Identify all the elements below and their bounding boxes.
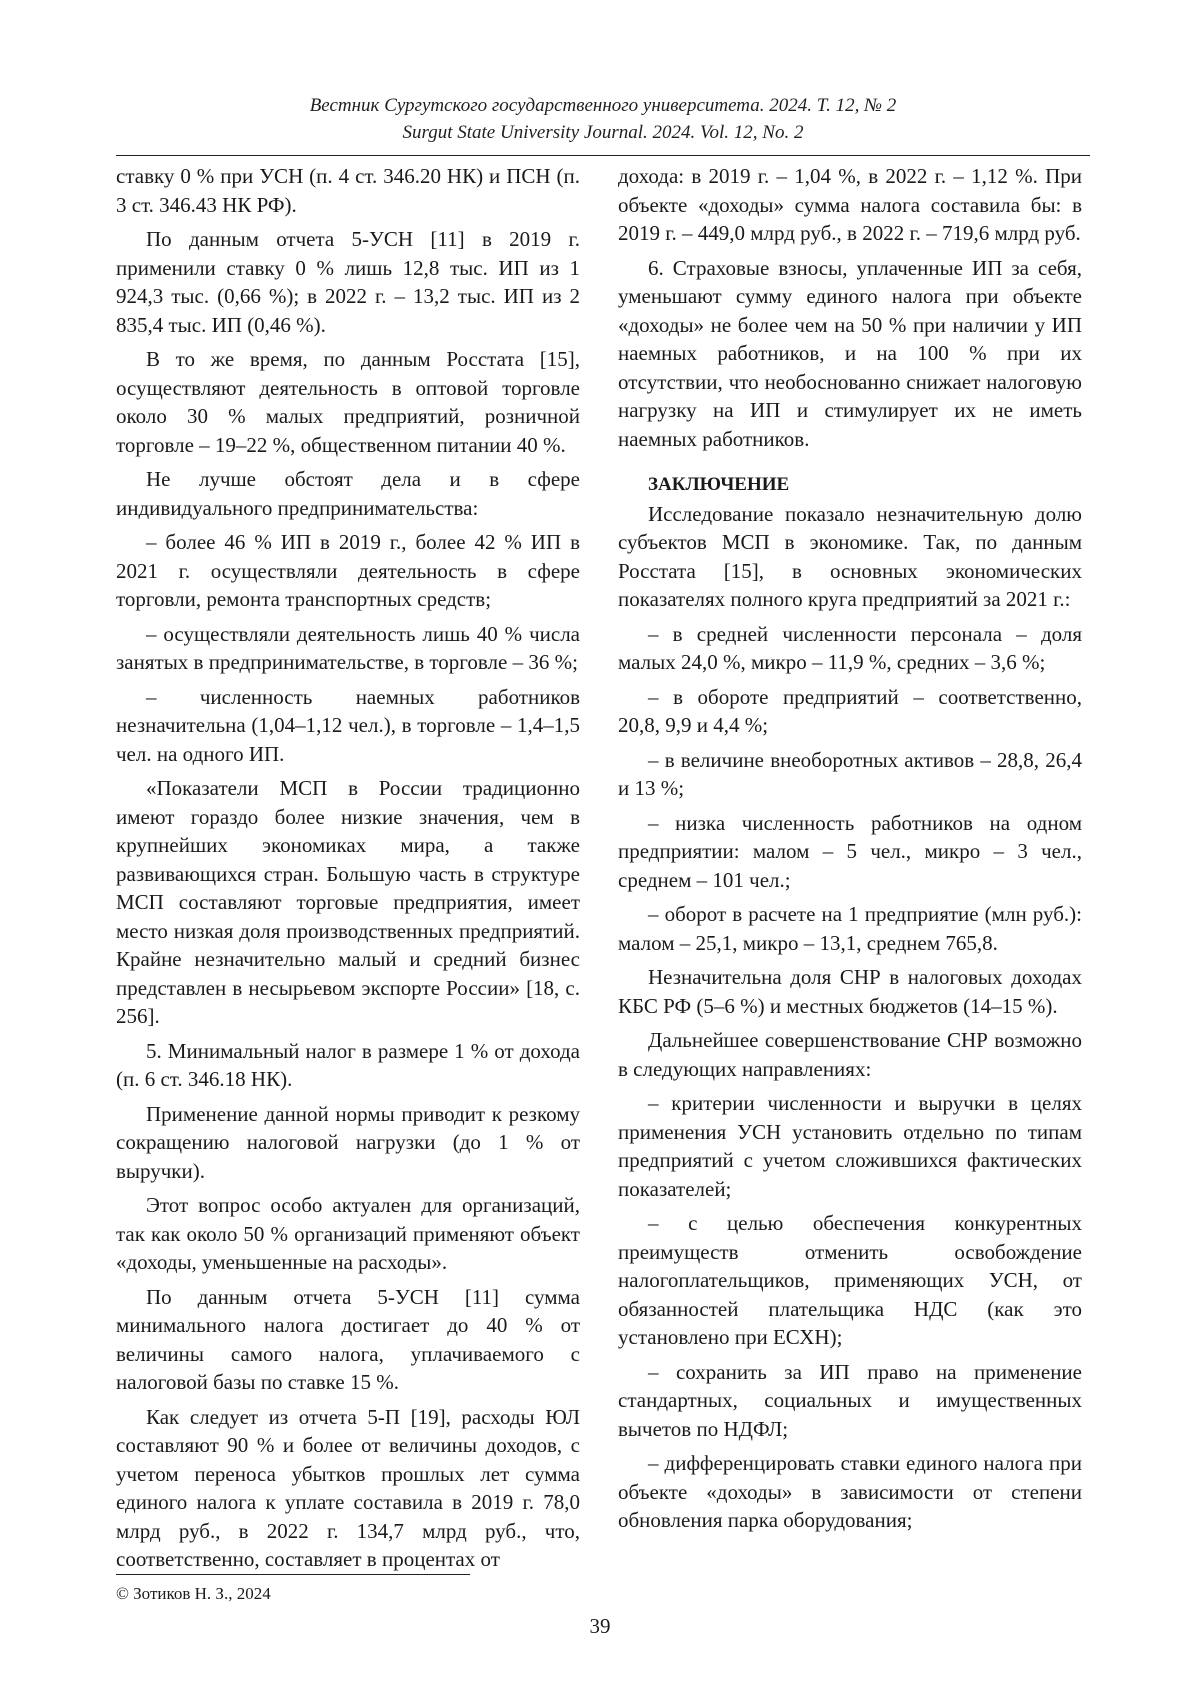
list-item: – в величине внеоборотных активов – 28,8, 26,4 и 13 %; xyxy=(618,746,1082,803)
list-item: – осуществляли деятельность лишь 40 % числа занятых в предпринимательстве, в торговле – 36 %; xyxy=(116,620,580,677)
left-column xyxy=(116,162,580,1580)
section-heading: ЗАКЛЮЧЕНИЕ xyxy=(618,471,1082,500)
header-divider xyxy=(116,155,1090,156)
list-item: – в обороте предприятий – соответственно, 20,8, 9,9 и 4,4 %; xyxy=(618,683,1082,740)
page-number: 39 xyxy=(0,1612,1200,1640)
list-item: – оборот в расчете на 1 предприятие (млн руб.): малом – 25,1, микро – 13,1, среднем 765,8. xyxy=(618,900,1082,957)
paragraph: Как следует из отчета 5-П [19], расходы ЮЛ составляют 90 % и более от величины доходов, с учетом переноса убытков прошлых лет сумма единого налога к уплате составила в 2019 г. 78,0 млрд руб., в 2022 г. 134,7 млрд руб., что, соответственно, составляет в процентах от xyxy=(116,1403,580,1574)
paragraph: 5. Минимальный налог в размере 1 % от дохода (п. 6 ст. 346.18 НК). xyxy=(116,1037,580,1094)
paragraph: Незначительна доля СНР в налоговых доходах КБС РФ (5–6 %) и местных бюджетов (14–15 %). xyxy=(618,963,1082,1020)
paragraph: 6. Страховые взносы, уплаченные ИП за себя, уменьшают сумму единого налога при объекте «доходы» не более чем на 50 % при наличии у ИП наемных работников, и на 100 % при их отсутствии, что необоснованно снижает налоговую нагрузку на ИП и стимулирует их не иметь наемных работников. xyxy=(618,254,1082,454)
journal-header-english: Surgut State University Journal. 2024. Vol. 12, No. 2 xyxy=(116,119,1090,146)
list-item: – сохранить за ИП право на применение стандартных, социальных и имущественных вычетов по НДФЛ; xyxy=(618,1358,1082,1444)
list-item: – критерии численности и выручки в целях применения УСН установить отдельно по типам предприятий с учетом сложившихся фактических показателей; xyxy=(618,1089,1082,1203)
journal-header-russian: Вестник Сургутского государственного университета. 2024. Т. 12, № 2 xyxy=(116,92,1090,119)
paragraph: Исследование показало незначительную долю субъектов МСП в экономике. Так, по данным Росстата [15], в основных экономических показателях полного круга предприятий за 2021 г.: xyxy=(618,500,1082,614)
journal-header xyxy=(116,92,1090,146)
paragraph: По данным отчета 5-УСН [11] в 2019 г. применили ставку 0 % лишь 12,8 тыс. ИП из 1 924,3 тыс. (0,66 %); в 2022 г. – 13,2 тыс. ИП из 2 835,4 тыс. ИП (0,46 %). xyxy=(116,225,580,339)
paragraph: дохода: в 2019 г. – 1,04 %, в 2022 г. – 1,12 %. При объекте «доходы» сумма налога составила бы: в 2019 г. – 449,0 млрд руб., в 2022 г. – 719,6 млрд руб. xyxy=(618,162,1082,248)
paragraph: По данным отчета 5-УСН [11] сумма минимального налога достигает до 40 % от величины самого налога, уплачиваемого с налоговой базы по ставке 15 %. xyxy=(116,1283,580,1397)
list-item: – численность наемных работников незначительна (1,04–1,12 чел.), в торговле – 1,4–1,5 чел. на одного ИП. xyxy=(116,683,580,769)
paragraph: Не лучше обстоят дела и в сфере индивидуального предпринимательства: xyxy=(116,465,580,522)
list-item: – низка численность работников на одном предприятии: малом – 5 чел., микро – 3 чел., среднем – 101 чел.; xyxy=(618,809,1082,895)
paragraph: Дальнейшее совершенствование СНР возможно в следующих направлениях: xyxy=(618,1026,1082,1083)
paragraph: Этот вопрос особо актуален для организаций, так как около 50 % организаций применяют объект «доходы, уменьшенные на расходы». xyxy=(116,1191,580,1277)
quote-paragraph: «Показатели МСП в России традиционно имеют гораздо более низкие значения, чем в крупнейших экономиках мира, а также развивающихся стран. Большую часть в структуре МСП составляют торговые предприятия, имеет место низкая доля производственных предприятий. Крайне незначительно малый и средний бизнес представлен в несырьевом экспорте России» [18, с. 256]. xyxy=(116,774,580,1031)
list-item: – дифференцировать ставки единого налога при объекте «доходы» в зависимости от степени обновления парка оборудования; xyxy=(618,1449,1082,1535)
list-item: – в средней численности персонала – доля малых 24,0 %, микро – 11,9 %, средних – 3,6 %; xyxy=(618,620,1082,677)
list-item: – более 46 % ИП в 2019 г., более 42 % ИП в 2021 г. осуществляли деятельность в сфере торговли, ремонта транспортных средств; xyxy=(116,528,580,614)
footnote-divider xyxy=(116,1574,470,1575)
copyright-footnote: © Зотиков Н. З., 2024 xyxy=(116,1583,271,1605)
paragraph: В то же время, по данным Росстата [15], осуществляют деятельность в оптовой торговле около 30 % малых предприятий, розничной торговле – 19–22 %, общественном питании 40 %. xyxy=(116,345,580,459)
paragraph: ставку 0 % при УСН (п. 4 ст. 346.20 НК) и ПСН (п. 3 ст. 346.43 НК РФ). xyxy=(116,162,580,219)
list-item: – с целью обеспечения конкурентных преимуществ отменить освобождение налогоплательщиков, применяющих УСН, от обязанностей плательщика НДС (как это установлено при ЕСХН); xyxy=(618,1209,1082,1352)
paragraph: Применение данной нормы приводит к резкому сокращению налоговой нагрузки (до 1 % от выручки). xyxy=(116,1100,580,1186)
right-column xyxy=(618,162,1082,1541)
